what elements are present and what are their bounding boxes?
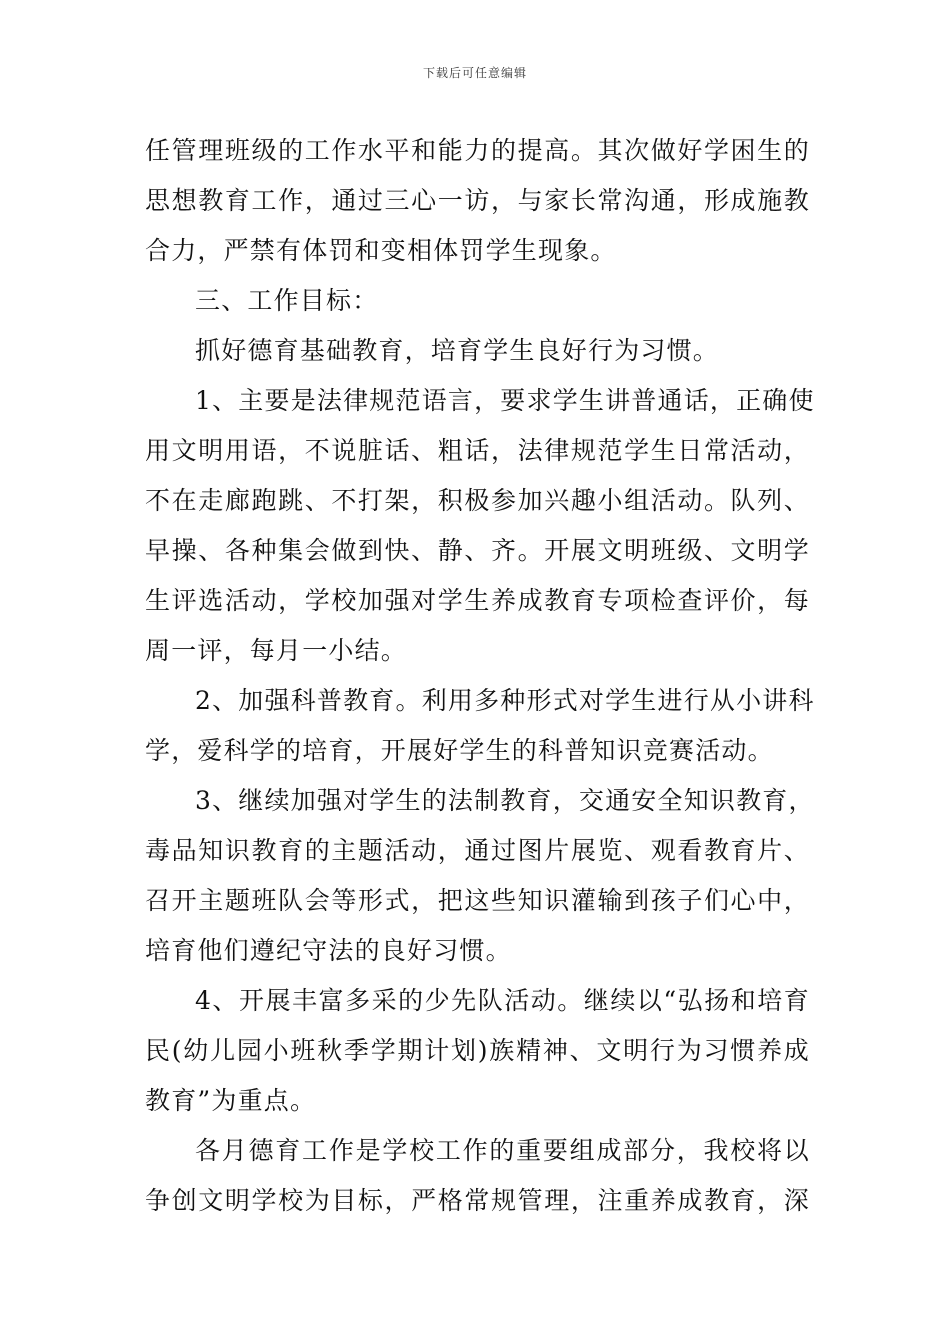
text-line: 1、主要是法律规范语言，要求学生讲普通话，正确使	[195, 386, 815, 415]
text-line: 各月德育工作是学校工作的重要组成部分，我校将以	[195, 1136, 810, 1165]
text-line: 教育”为重点。	[145, 1086, 317, 1115]
text-line: 4、开展丰富多采的少先队活动。继续以“弘扬和培育	[195, 986, 810, 1015]
text-line: 争创文明学校为目标，严格常规管理，注重养成教育，深	[145, 1186, 810, 1215]
text-line: 早操、各种集会做到快、静、齐。开展文明班级、文明学	[145, 536, 810, 565]
text-line: 召开主题班队会等形式，把这些知识灌输到孩子们心中，	[145, 886, 810, 915]
text-line: 思想教育工作，通过三心一访，与家长常沟通，形成施教	[145, 186, 810, 215]
section-heading: 三、工作目标：	[195, 286, 379, 315]
text-line: 不在走廊跑跳、不打架，积极参加兴趣小组活动。队列、	[145, 486, 810, 515]
text-line: 2、加强科普教育。利用多种形式对学生进行从小讲科	[195, 686, 815, 715]
text-line: 任管理班级的工作水平和能力的提高。其次做好学困生的	[145, 136, 810, 165]
text-line: 合力，严禁有体罚和变相体罚学生现象。	[145, 236, 617, 265]
text-line: 培育他们遵纪守法的良好习惯。	[145, 936, 512, 965]
text-line: 抓好德育基础教育，培育学生良好行为习惯。	[195, 336, 720, 365]
page-header-note: 下载后可任意编辑	[422, 66, 527, 80]
text-line: 民(幼儿园小班秋季学期计划)族精神、文明行为习惯养成	[145, 1036, 810, 1065]
text-line: 生评选活动，学校加强对学生养成教育专项检查评价，每	[145, 586, 810, 615]
text-line: 3、继续加强对学生的法制教育，交通安全知识教育，	[195, 786, 815, 815]
text-line: 用文明用语，不说脏话、粗话，法律规范学生日常活动，	[145, 436, 810, 465]
text-line: 周一评，每月一小结。	[145, 636, 408, 665]
text-line: 学，爱科学的培育，开展好学生的科普知识竞赛活动。	[145, 736, 774, 765]
document-body	[145, 126, 815, 1226]
text-line: 毒品知识教育的主题活动，通过图片展览、观看教育片、	[145, 836, 810, 865]
